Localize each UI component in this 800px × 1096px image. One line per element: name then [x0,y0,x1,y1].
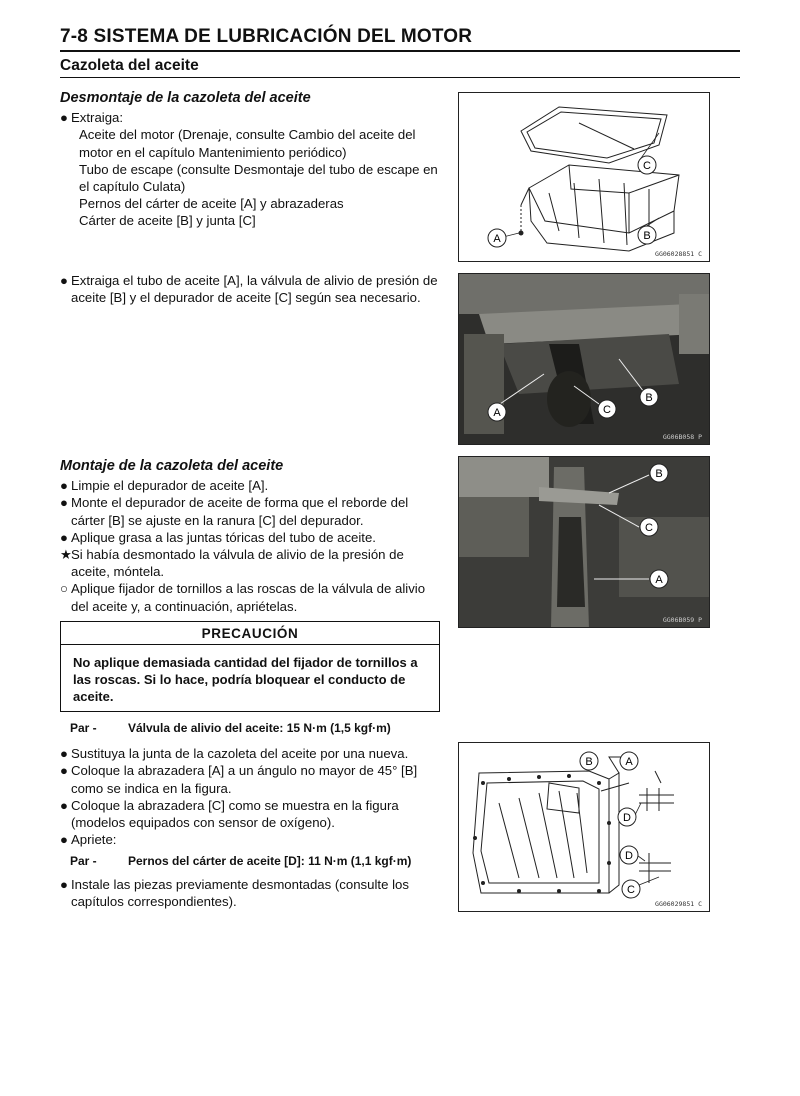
oil-pan-drawing [459,93,710,262]
list-item-text: Aplique grasa a las juntas tóricas del tubo de aceite. [71,529,376,545]
list-item-text: Si había desmontado la válvula de alivio de la presión de aceite, móntela. [71,547,404,580]
callout-label: C [627,884,635,896]
list-item-text: Instale las piezas previamente desmontadas (consulte los capítulos correspondientes). [71,876,409,909]
bullet: ● [60,529,68,545]
list-item [60,529,440,546]
oil-pan-installation-figure [458,742,710,912]
callout-label: A [655,574,663,586]
list-item [60,580,440,614]
torque-spec [70,853,440,870]
list-item [60,797,440,831]
star-bullet: ★ [60,547,72,563]
list-item-text: Coloque la abrazadera [A] a un ángulo no mayor de 45° [B] como se indica en la figura. [71,763,418,796]
torque-value: Válvula de alivio del aceite: 15 N·m (1,5 kgf·m) [128,721,391,736]
removal-heading: Desmontaje de la cazoleta del aceite [60,90,311,106]
torque-spec [70,720,440,737]
bullet: ● [60,876,68,892]
figure-code: GG06029851 C [655,900,702,908]
installation-heading: Montaje de la cazoleta del aceite [60,458,284,474]
list-item [60,109,440,126]
bullet: ● [60,746,68,762]
callout-label: B [655,468,663,480]
callout-label: D [623,812,631,824]
page-header [60,24,740,78]
list-item [60,876,440,910]
callout-label: A [493,407,501,419]
figure-code: GG06B059 P [662,616,702,624]
section-rule [60,77,740,78]
callout-label: D [625,850,633,862]
list-item [60,831,440,848]
list-item: Aceite del motor (Drenaje, consulte Cambio del aceite del motor en el capítulo Mantenimiento periódico) [79,127,416,160]
figure-code: GG06B058 P [662,433,702,441]
chapter-title: 7-8 SISTEMA DE LUBRICACIÓN DEL MOTOR [60,26,473,47]
removal-section [60,90,440,230]
list-item: Cárter de aceite [B] y junta [C] [79,213,256,229]
list-item: Pernos del cárter de aceite [A] y abrazaderas [79,196,344,212]
removal-sub-list [60,126,440,229]
callout-label: A [493,233,501,245]
list-item-text: Apriete: [71,832,117,848]
list-item [60,477,440,494]
list-item-text: Extraiga el tubo de aceite [A], la válvula de alivio de presión de aceite [B] y el depurador de aceite [C] según sea necesario. [71,273,438,306]
list-item-text: Extraiga: [71,110,124,126]
oil-pan-removal-figure [458,92,710,262]
bullet: ● [60,478,68,494]
torque-value: Pernos del cárter de aceite [D]: 11 N·m (1,1 kgf·m) [128,854,412,869]
oil-pipe-photo [458,273,710,445]
installation-section [60,458,440,910]
bullet: ● [60,832,68,848]
list-item [60,494,440,528]
list-item-text: Aplique fijador de tornillos a las roscas de la válvula de alivio del aceite y, a continuación, apriételas. [71,581,426,614]
callout-label: B [645,392,653,404]
removal-step-2 [60,272,440,306]
callout-label: C [643,160,651,172]
photo-drawing [459,274,710,445]
list-item-text: Sustituya la junta de la cazoleta del aceite por una nueva. [71,746,409,762]
header-rule [60,50,740,52]
bullet: ● [60,763,68,779]
bullet: ● [60,495,68,511]
photo-drawing [459,457,710,628]
list-item [60,272,440,306]
oil-pan-bottom-drawing [459,743,710,912]
section-title: Cazoleta del aceite [60,57,199,74]
drain-bolt [519,231,524,236]
list-item: Tubo de escape (consulte Desmontaje del tubo de escape en el capítulo Culata) [79,161,438,195]
caution-text: No aplique demasiada cantidad del fijador de tornillos a las roscas. Si lo hace, podría bloquear el conducto de aceite. [73,655,418,705]
caution-box [60,621,440,712]
list-item [60,546,440,580]
torque-label: Par - [70,721,97,736]
caution-title: PRECAUCIÓN [61,622,439,645]
bullet: ● [60,273,68,288]
callout-label: C [603,404,611,416]
callout-label: B [643,230,651,242]
list-item-text: Limpie el depurador de aceite [A]. [71,478,269,494]
bullet: ● [60,797,68,813]
bullet: ● [60,110,68,126]
callout-label: B [585,756,593,768]
list-item [60,762,440,796]
oil-strainer-photo [458,456,710,628]
torque-label: Par - [70,854,97,869]
callout-label: C [645,522,653,534]
list-item [60,745,440,762]
callout-label: A [625,756,633,768]
list-item-text: Coloque la abrazadera [C] como se muestra en la figura (modelos equipados con sensor de oxígeno). [71,797,399,831]
list-item-text: Monte el depurador de aceite de forma que el reborde del cárter [B] se ajuste en la ranura [C] del depurador. [71,495,409,528]
figure-code: GG06028851 C [655,250,702,258]
circle-bullet: ○ [60,581,68,597]
